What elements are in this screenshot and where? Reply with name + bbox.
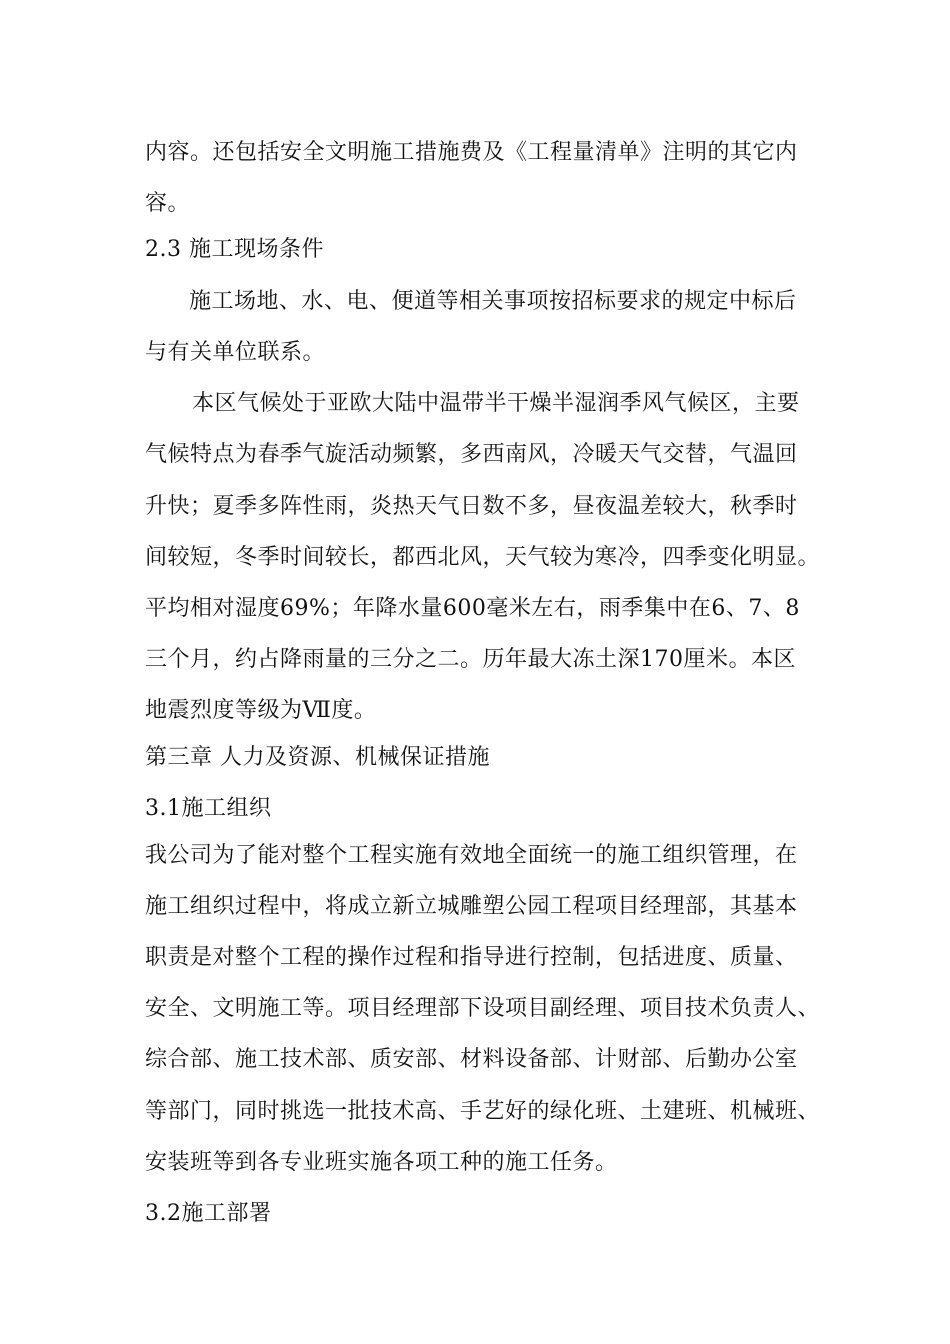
- paragraph-line: 与有关单位联系。: [145, 340, 326, 365]
- paragraph-line: 平均相对湿度69%；年降水量600毫米左右，雨季集中在6、7、8: [145, 596, 800, 621]
- paragraph-line: 安全、文明施工等。项目经理部下设项目副经理、项目技术负责人、: [145, 996, 821, 1021]
- section-heading-2-3: 2.3 施工现场条件: [145, 237, 324, 262]
- paragraph-line: 等部门，同时挑选一批技术高、手艺好的绿化班、土建班、机械班、: [145, 1099, 821, 1124]
- paragraph-line: 安装班等到各专业班实施各项工种的施工任务。: [145, 1150, 618, 1175]
- paragraph-line: 内容。还包括安全文明施工措施费及《工程量清单》注明的其它内: [145, 140, 798, 165]
- paragraph-line: 施工场地、水、电、便道等相关事项按招标要求的规定中标后: [189, 289, 797, 314]
- paragraph-line: 综合部、施工技术部、质安部、材料设备部、计财部、后勤办公室: [145, 1047, 798, 1072]
- paragraph-line: 施工组织过程中，将成立新立城雕塑公园工程项目经理部，其基本: [145, 894, 798, 919]
- paragraph-line: 地震烈度等级为Ⅶ度。: [145, 698, 377, 723]
- paragraph-line: 三个月，约占降雨量的三分之二。历年最大冻土深170厘米。本区: [145, 647, 796, 672]
- paragraph-line: 间较短，冬季时间较长，都西北风，天气较为寒冷，四季变化明显。: [145, 545, 821, 570]
- section-heading-3-1: 3.1施工组织: [145, 796, 272, 821]
- paragraph-line: 容。: [145, 191, 191, 216]
- paragraph-line: 升快；夏季多阵性雨，炎热天气日数不多，昼夜温差较大，秋季时: [145, 494, 798, 519]
- paragraph-line: 职责是对整个工程的操作过程和指导进行控制，包括进度、质量、: [145, 945, 798, 970]
- paragraph-line: 本区气候处于亚欧大陆中温带半干燥半湿润季风气候区，主要: [192, 391, 800, 416]
- chapter-heading: 第三章 人力及资源、机械保证措施: [145, 745, 490, 770]
- paragraph-line: 气候特点为春季气旋活动频繁，多西南风，冷暖天气交替，气温回: [145, 442, 798, 467]
- paragraph-line: 我公司为了能对整个工程实施有效地全面统一的施工组织管理，在: [145, 843, 798, 868]
- section-heading-3-2: 3.2施工部署: [145, 1201, 272, 1226]
